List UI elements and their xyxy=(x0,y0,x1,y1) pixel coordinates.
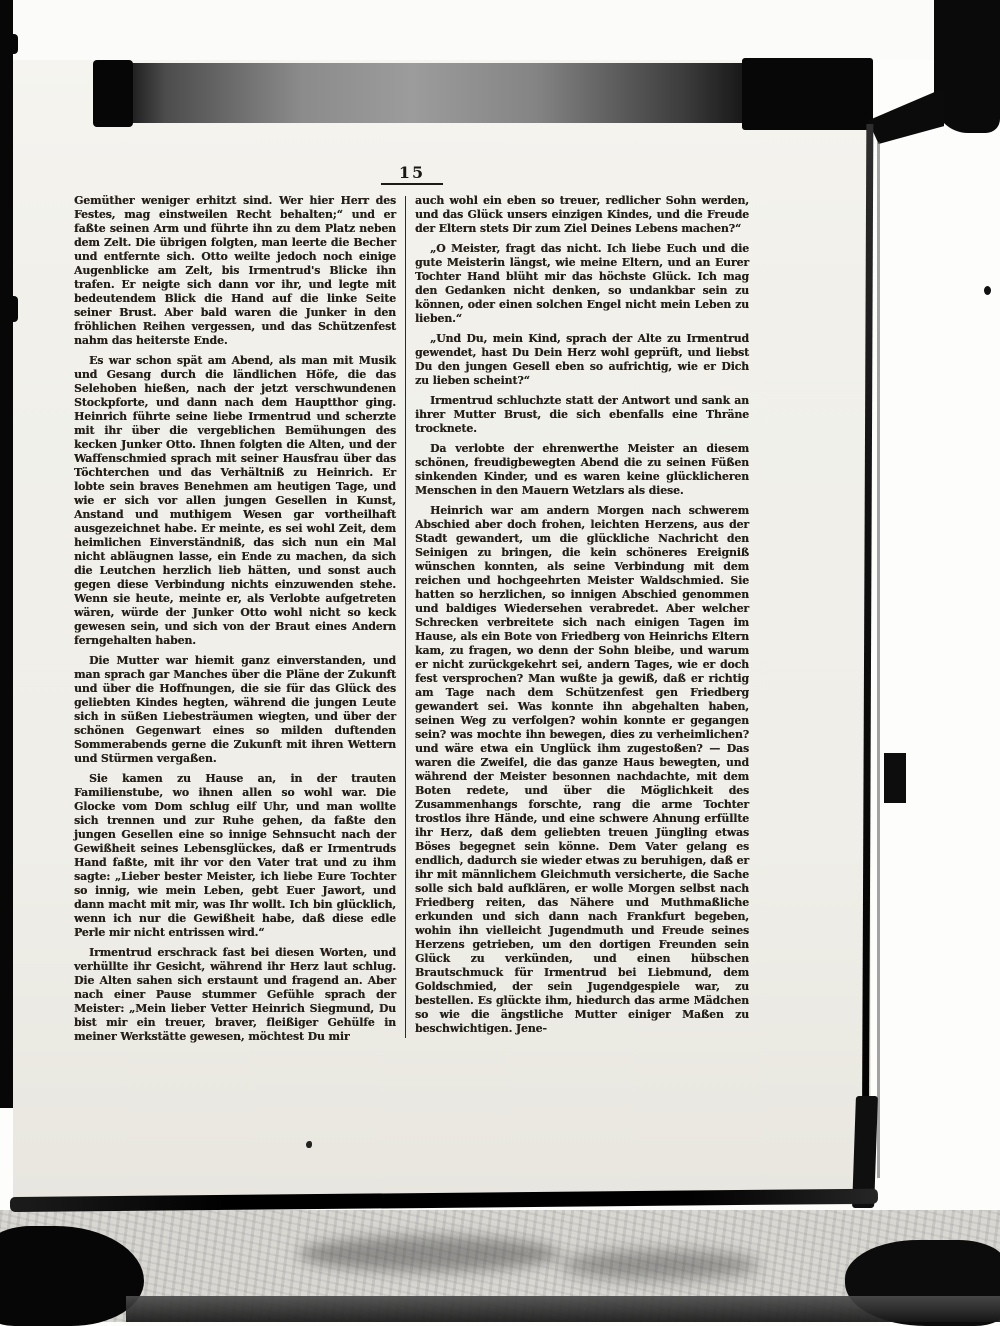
scan-artifact-right-margin-box xyxy=(884,753,906,803)
scan-artifact-bottom-strip xyxy=(126,1296,1000,1322)
paragraph: Sie kamen zu Hause an, in der trauten Familienstube, wo ihnen allen so wohl war. Die Glocke vom Dom schlug eilf Uhr, und man wollte sich trennen und zur Ruhe gehen, da faßte den jungen Gesellen eine so innige Sehnsucht nach der Gewißheit seines Lebensglückes, daß er Irmentruds Hand faßte, mit ihr vor den Vater trat und zu ihm sagte: „Lieber bester Meister, ich liebe Eure Tochter so innig, wie mein Leben, gebt Euer Jawort, und dann macht mit mir, was Ihr wollt. Ich bin glücklich, wenn ich nur die Gewißheit habe, daß diese edle Perle mir nicht entrissen wird.“ xyxy=(74,772,396,939)
scan-artifact-left-film-edge xyxy=(0,0,13,1108)
paragraph: auch wohl ein eben so treuer, redlicher Sohn werden, und das Glück unsers einzigen Kindes, und die Freude der Eltern stets Dir zum Ziel Deines Lebens machen?“ xyxy=(415,194,749,235)
paragraph: Irmentrud erschrack fast bei diesen Worten, und verhüllte ihr Gesicht, während ihr Herz laut schlug. Die Alten sahen sich erstaunt und fragend an. Aber nach einer Pause stummer Gefühle sprach der Meister: „Mein lieber Vetter Heinrich Siegmund, Du bist mir ein treuer, braver, fleißiger Gehülfe in meiner Werkstätte gewesen, möchtest Du mir xyxy=(74,946,396,1043)
page-content xyxy=(74,163,750,1044)
scan-artifact-page-right-edge-shadow xyxy=(877,142,880,1178)
paragraph: „O Meister, fragt das nicht. Ich liebe Euch und die gute Meisterin längst, wie meine Eltern, und an Eurer Tochter Hand blüht mir das höchste Glück. Ich mag den Gedanken nicht denken, so undankbar sein zu können, oder einen solchen Engel nicht mein Leben zu lieben.“ xyxy=(415,242,749,325)
left-column xyxy=(74,194,396,1044)
paragraph: Heinrich war am andern Morgen nach schwerem Abschied aber doch frohen, leichten Herzens, aus der Stadt gewandert, um die glückliche Nachricht den Seinigen zu bringen, die kein schöneres Ereigniß wünschen konnten, als seine Verbindung mit dem reichen und hochgeehrten Meister Waldschmied. Sie hatten so herzlichen, so innigen Abschied genommen und baldiges Wiedersehen verabredet. Aber welcher Schrecken verbreitete sich nach einigen Tagen im Hause, als ein Bote von Friedberg von Heinrichs Eltern kam, zu fragen, wo denn der Sohn bleibe, und warum er nicht zurückgekehrt sei, andern Tages, wie er doch fest versprochen? Man wußte ja gewiß, daß er richtig am Tage nach dem Schützenfest gen Friedberg gewandert sei. Was konnte ihn abgehalten haben, seinen Weg zu verfolgen? wohin konnte er gegangen sein? was mochte ihn bewegen, dies zu verheimlichen? und wäre etwa ein Unglück ihm zugestoßen? — Das waren die Zweifel, die das ganze Haus bewegten, und während der Meister besonnen nachdachte, mit dem Boten redete, und über die Möglichkeit des Zusammenhangs forschte, rang die arme Tochter trostlos ihre Hände, und eine schwere Ahnung erfüllte ihr Herz, daß dem geliebten treuen Jüngling etwas Böses begegnet sein könne. Dem Vater gelang es endlich, dadurch sie wieder etwas zu beruhigen, daß er ihr mit männlichem Gleichmuth versicherte, die Sache solle sich bald aufklären, er wolle Morgen selbst nach Friedberg reiten, das Nähere und Muthmaßliche erkunden und sich dann nach Frankfurt begeben, wohin ihn vielleicht Jugendmuth und Freude seines Herzens getrieben, um den dortigen Freunden sein Glück zu verkünden, und einen hübschen Brautschmuck für Irmentrud bei Liebmund, dem Goldschmied, der sein Jugendgespiele war, zu bestellen. Es glückte ihm, hiedurch das arme Mädchen so wie die ängstliche Mutter einiger Maßen zu beschwichtigen. Jene- xyxy=(415,504,749,1035)
paragraph: Da verlobte der ehrenwerthe Meister an diesem schönen, freudigbewegten Abend die zu seinen Füßen sinkenden Kinder, und es waren keine glücklicheren Menschen in den Mauern Wetzlars als diese. xyxy=(415,442,749,497)
paragraph: Irmentrud schluchzte statt der Antwort und sank an ihrer Mutter Brust, die sich ebenfalls eine Thräne trocknete. xyxy=(415,394,749,435)
scan-artifact-top-right-wedge xyxy=(868,88,944,144)
scan-artifact-top-band-right xyxy=(742,58,873,130)
scan-artifact-left-nub xyxy=(13,296,18,322)
page-number: 15 xyxy=(398,163,426,182)
page-header xyxy=(74,163,750,185)
paragraph: Es war schon spät am Abend, als man mit Musik und Gesang durch die ländlichen Höfe, die das Selehoben hießen, nach der jetzt verschwundenen Stockpforte, und dann nach dem Hauptthor ging. Heinrich führte seine liebe Irmentrud und scherzte mit ihr über die vergeblichen Bemühungen des kecken Junker Otto. Ihnen folgten die Alten, und der Waffenschmied sprach mit seiner Hausfrau über das Töchterchen und das Verhältniß zu Heinrich. Er lobte sein braves Benehmen am heutigen Tage, und wie er sich vor allen jungen Gesellen in Kunst, Anstand und muthigem Wesen gar vortheilhaft ausgezeichnet habe. Er meinte, es sei wohl Zeit, dem heimlichen Einverständniß, das sich nun ein Mal nicht abläugnen lasse, ein Ende zu machen, da sich die Leutchen herzlich lieb hätten, und sonst auch gegen diese Verbindung nichts einzuwenden stehe. Wenn sie heute, meinte er, als Verlobte aufgetreten wären, würde der Junker Otto wohl nicht so keck gewesen sein, und sich von der Braut eines Andern ferngehalten haben. xyxy=(74,354,396,647)
scan-artifact-top-margin xyxy=(13,0,933,60)
paragraph: „Und Du, mein Kind, sprach der Alte zu Irmentrud gewendet, hast Du Dein Herz wohl geprüft, und liebst Du den jungen Gesell eben so aufrichtig, wie er Dich zu lieben scheint?“ xyxy=(415,332,749,387)
scan-artifact-smudge xyxy=(560,1250,760,1280)
text-columns xyxy=(74,194,750,1044)
scan-artifact-top-band-left xyxy=(93,60,133,127)
column-divider xyxy=(405,196,406,1038)
scan-artifact-right-margin-dot xyxy=(984,286,991,295)
paragraph: Die Mutter war hiemit ganz einverstanden, und man sprach gar Manches über die Pläne der Zukunft und über die Hoffnungen, die sie für das Glück des geliebten Kindes hegten, während die jungen Leute sich in süßen Liebesträumen wiegten, und über der schönen Gegenwart eines so milden duftenden Sommerabends gerne die Zukunft mit ihren Wettern und Stürmen vergaßen. xyxy=(74,654,396,765)
right-column xyxy=(415,194,749,1036)
scan-artifact-left-nub xyxy=(13,34,18,54)
paragraph: Gemüther weniger erhitzt sind. Wer hier Herr des Festes, mag einstweilen Recht behalten;“ und er faßte seinen Arm und führte ihn zu dem Platz neben dem Zelt. Die übrigen folgten, man leerte die Becher und entfernte sich. Otto weilte jedoch noch einige Augenblicke am Zelt, bis Irmentrud's Blicke ihn trafen. Er neigte sich dann vor ihr, und legte mit bedeutendem Blick die Hand auf die linke Seite seiner Brust. Aber bald waren die Junker in den fröhlichen Reihen vergessen, und das Schützenfest nahm das heiterste Ende. xyxy=(74,194,396,347)
scan-artifact-ink-dot xyxy=(306,1141,312,1148)
page-number-rule xyxy=(381,183,443,185)
scan-artifact-top-band xyxy=(128,63,746,123)
scan-artifact-smudge xyxy=(298,1236,560,1272)
